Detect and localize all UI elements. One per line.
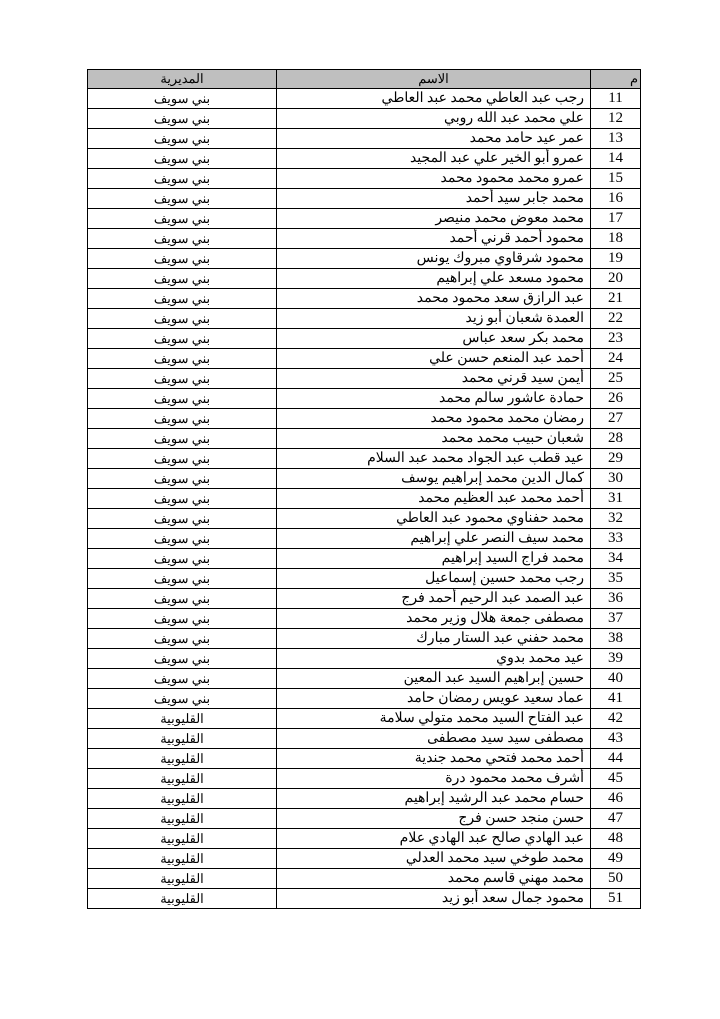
row-number: 39 <box>591 649 641 669</box>
table-row <box>88 369 641 389</box>
row-number: 22 <box>591 309 641 329</box>
table-row <box>88 89 641 109</box>
row-number: 11 <box>591 89 641 109</box>
row-number: 47 <box>591 809 641 829</box>
row-directorate: بني سويف <box>88 309 277 329</box>
row-number: 12 <box>591 109 641 129</box>
table-row <box>88 509 641 529</box>
table-row <box>88 269 641 289</box>
row-directorate: القليوبية <box>88 789 277 809</box>
row-name: محمود جمال سعد أبو زيد <box>277 889 591 909</box>
row-name: عبد الرازق سعد محمود محمد <box>277 289 591 309</box>
row-number: 13 <box>591 129 641 149</box>
table-row <box>88 689 641 709</box>
row-directorate: بني سويف <box>88 269 277 289</box>
table-row <box>88 729 641 749</box>
row-name: محمد حفني عبد الستار مبارك <box>277 629 591 649</box>
row-number: 35 <box>591 569 641 589</box>
row-name: عمرو محمد محمود محمد <box>277 169 591 189</box>
row-directorate: القليوبية <box>88 829 277 849</box>
row-number: 40 <box>591 669 641 689</box>
row-number: 16 <box>591 189 641 209</box>
row-number: 29 <box>591 449 641 469</box>
row-number: 46 <box>591 789 641 809</box>
table-header-row <box>88 70 641 89</box>
table-row <box>88 489 641 509</box>
row-directorate: بني سويف <box>88 649 277 669</box>
row-number: 37 <box>591 609 641 629</box>
row-number: 27 <box>591 409 641 429</box>
row-number: 48 <box>591 829 641 849</box>
row-number: 14 <box>591 149 641 169</box>
row-number: 20 <box>591 269 641 289</box>
row-name: محمد سيف النصر علي إبراهيم <box>277 529 591 549</box>
row-directorate: بني سويف <box>88 189 277 209</box>
row-directorate: بني سويف <box>88 489 277 509</box>
table-row <box>88 849 641 869</box>
row-directorate: بني سويف <box>88 109 277 129</box>
row-number: 31 <box>591 489 641 509</box>
row-directorate: بني سويف <box>88 389 277 409</box>
row-name: أحمد محمد عبد العظيم محمد <box>277 489 591 509</box>
row-directorate: القليوبية <box>88 849 277 869</box>
row-number: 34 <box>591 549 641 569</box>
row-number: 49 <box>591 849 641 869</box>
row-number: 26 <box>591 389 641 409</box>
row-name: شعبان حبيب محمد محمد <box>277 429 591 449</box>
row-directorate: بني سويف <box>88 229 277 249</box>
row-number: 28 <box>591 429 641 449</box>
table-row <box>88 669 641 689</box>
row-number: 18 <box>591 229 641 249</box>
table-row <box>88 189 641 209</box>
row-name: محمد طوخي سيد محمد العدلي <box>277 849 591 869</box>
row-name: عيد قطب عبد الجواد محمد عبد السلام <box>277 449 591 469</box>
row-directorate: بني سويف <box>88 349 277 369</box>
row-number: 50 <box>591 869 641 889</box>
row-name: أحمد محمد فتحي محمد جندية <box>277 749 591 769</box>
row-name: مصطفى سيد سيد مصطفى <box>277 729 591 749</box>
names-table <box>87 69 641 909</box>
row-number: 21 <box>591 289 641 309</box>
table-row <box>88 769 641 789</box>
row-number: 44 <box>591 749 641 769</box>
row-directorate: بني سويف <box>88 669 277 689</box>
row-directorate: بني سويف <box>88 689 277 709</box>
row-name: محمد حفناوي محمود عبد العاطي <box>277 509 591 529</box>
table-row <box>88 209 641 229</box>
table-row <box>88 469 641 489</box>
table-row <box>88 549 641 569</box>
header-name: الاسم <box>277 70 591 89</box>
table-row <box>88 289 641 309</box>
table-row <box>88 529 641 549</box>
row-directorate: بني سويف <box>88 549 277 569</box>
row-number: 30 <box>591 469 641 489</box>
row-number: 19 <box>591 249 641 269</box>
row-number: 25 <box>591 369 641 389</box>
table-row <box>88 629 641 649</box>
row-number: 41 <box>591 689 641 709</box>
table-row <box>88 309 641 329</box>
row-name: محمد فراج السيد إبراهيم <box>277 549 591 569</box>
table-row <box>88 149 641 169</box>
row-directorate: القليوبية <box>88 749 277 769</box>
row-name: محمد بكر سعد عباس <box>277 329 591 349</box>
row-name: حسين إبراهيم السيد عبد المعين <box>277 669 591 689</box>
row-directorate: القليوبية <box>88 769 277 789</box>
row-number: 15 <box>591 169 641 189</box>
row-directorate: بني سويف <box>88 329 277 349</box>
row-name: أيمن سيد قرني محمد <box>277 369 591 389</box>
table-row <box>88 409 641 429</box>
table-row <box>88 869 641 889</box>
row-name: عبد الهادي صالح عبد الهادي علام <box>277 829 591 849</box>
row-directorate: بني سويف <box>88 169 277 189</box>
row-directorate: بني سويف <box>88 569 277 589</box>
row-directorate: بني سويف <box>88 89 277 109</box>
table-body <box>88 89 641 909</box>
table-row <box>88 749 641 769</box>
row-name: رمضان محمد محمود محمد <box>277 409 591 429</box>
table-row <box>88 249 641 269</box>
row-name: محمود مسعد علي إبراهيم <box>277 269 591 289</box>
row-name: عماد سعيد عويس رمضان حامد <box>277 689 591 709</box>
row-directorate: القليوبية <box>88 809 277 829</box>
table-row <box>88 169 641 189</box>
table-row <box>88 329 641 349</box>
table-row <box>88 609 641 629</box>
row-directorate: بني سويف <box>88 529 277 549</box>
table-row <box>88 829 641 849</box>
table-row <box>88 649 641 669</box>
row-number: 33 <box>591 529 641 549</box>
row-directorate: بني سويف <box>88 369 277 389</box>
header-directorate: المديرية <box>88 70 277 89</box>
table-row <box>88 349 641 369</box>
row-number: 32 <box>591 509 641 529</box>
table-row <box>88 429 641 449</box>
row-name: العمدة شعبان أبو زيد <box>277 309 591 329</box>
row-name: حسن منجد حسن فرج <box>277 809 591 829</box>
row-directorate: بني سويف <box>88 249 277 269</box>
row-directorate: بني سويف <box>88 589 277 609</box>
row-name: كمال الدين محمد إبراهيم يوسف <box>277 469 591 489</box>
header-number: م <box>591 70 641 89</box>
row-number: 42 <box>591 709 641 729</box>
row-name: عبد الصمد عبد الرحيم أحمد فرج <box>277 589 591 609</box>
row-directorate: بني سويف <box>88 449 277 469</box>
table-row <box>88 809 641 829</box>
table-row <box>88 229 641 249</box>
row-name: محمد جابر سيد أحمد <box>277 189 591 209</box>
row-name: عمر عيد حامد محمد <box>277 129 591 149</box>
row-name: أحمد عبد المنعم حسن علي <box>277 349 591 369</box>
table-row <box>88 709 641 729</box>
row-name: محمود شرقاوي مبروك يونس <box>277 249 591 269</box>
row-directorate: بني سويف <box>88 409 277 429</box>
row-directorate: بني سويف <box>88 629 277 649</box>
row-directorate: القليوبية <box>88 869 277 889</box>
table-row <box>88 389 641 409</box>
row-number: 24 <box>591 349 641 369</box>
row-directorate: بني سويف <box>88 469 277 489</box>
row-directorate: بني سويف <box>88 129 277 149</box>
row-directorate: القليوبية <box>88 889 277 909</box>
row-directorate: القليوبية <box>88 709 277 729</box>
row-name: حمادة عاشور سالم محمد <box>277 389 591 409</box>
table-row <box>88 889 641 909</box>
row-name: عبد الفتاح السيد محمد متولي سلامة <box>277 709 591 729</box>
row-number: 45 <box>591 769 641 789</box>
row-number: 51 <box>591 889 641 909</box>
row-directorate: بني سويف <box>88 509 277 529</box>
row-name: رجب عبد العاطي محمد عبد العاطي <box>277 89 591 109</box>
row-directorate: بني سويف <box>88 289 277 309</box>
row-number: 36 <box>591 589 641 609</box>
row-name: محمود أحمد قرني أحمد <box>277 229 591 249</box>
table-row <box>88 109 641 129</box>
row-directorate: القليوبية <box>88 729 277 749</box>
names-table-sheet <box>87 69 640 909</box>
row-name: مصطفى جمعة هلال وزير محمد <box>277 609 591 629</box>
row-directorate: بني سويف <box>88 209 277 229</box>
table-row <box>88 449 641 469</box>
table-row <box>88 569 641 589</box>
row-name: عيد محمد بدوي <box>277 649 591 669</box>
row-directorate: بني سويف <box>88 149 277 169</box>
row-number: 17 <box>591 209 641 229</box>
table-row <box>88 129 641 149</box>
row-number: 43 <box>591 729 641 749</box>
row-name: محمد مهني قاسم محمد <box>277 869 591 889</box>
row-directorate: بني سويف <box>88 609 277 629</box>
row-name: رجب محمد حسين إسماعيل <box>277 569 591 589</box>
table-row <box>88 789 641 809</box>
row-name: أشرف محمد محمود درة <box>277 769 591 789</box>
row-name: علي محمد عبد الله روبي <box>277 109 591 129</box>
row-directorate: بني سويف <box>88 429 277 449</box>
table-row <box>88 589 641 609</box>
row-name: حسام محمد عبد الرشيد إبراهيم <box>277 789 591 809</box>
row-name: محمد معوض محمد منيصر <box>277 209 591 229</box>
row-number: 23 <box>591 329 641 349</box>
row-name: عمرو أبو الخير علي عبد المجيد <box>277 149 591 169</box>
row-number: 38 <box>591 629 641 649</box>
